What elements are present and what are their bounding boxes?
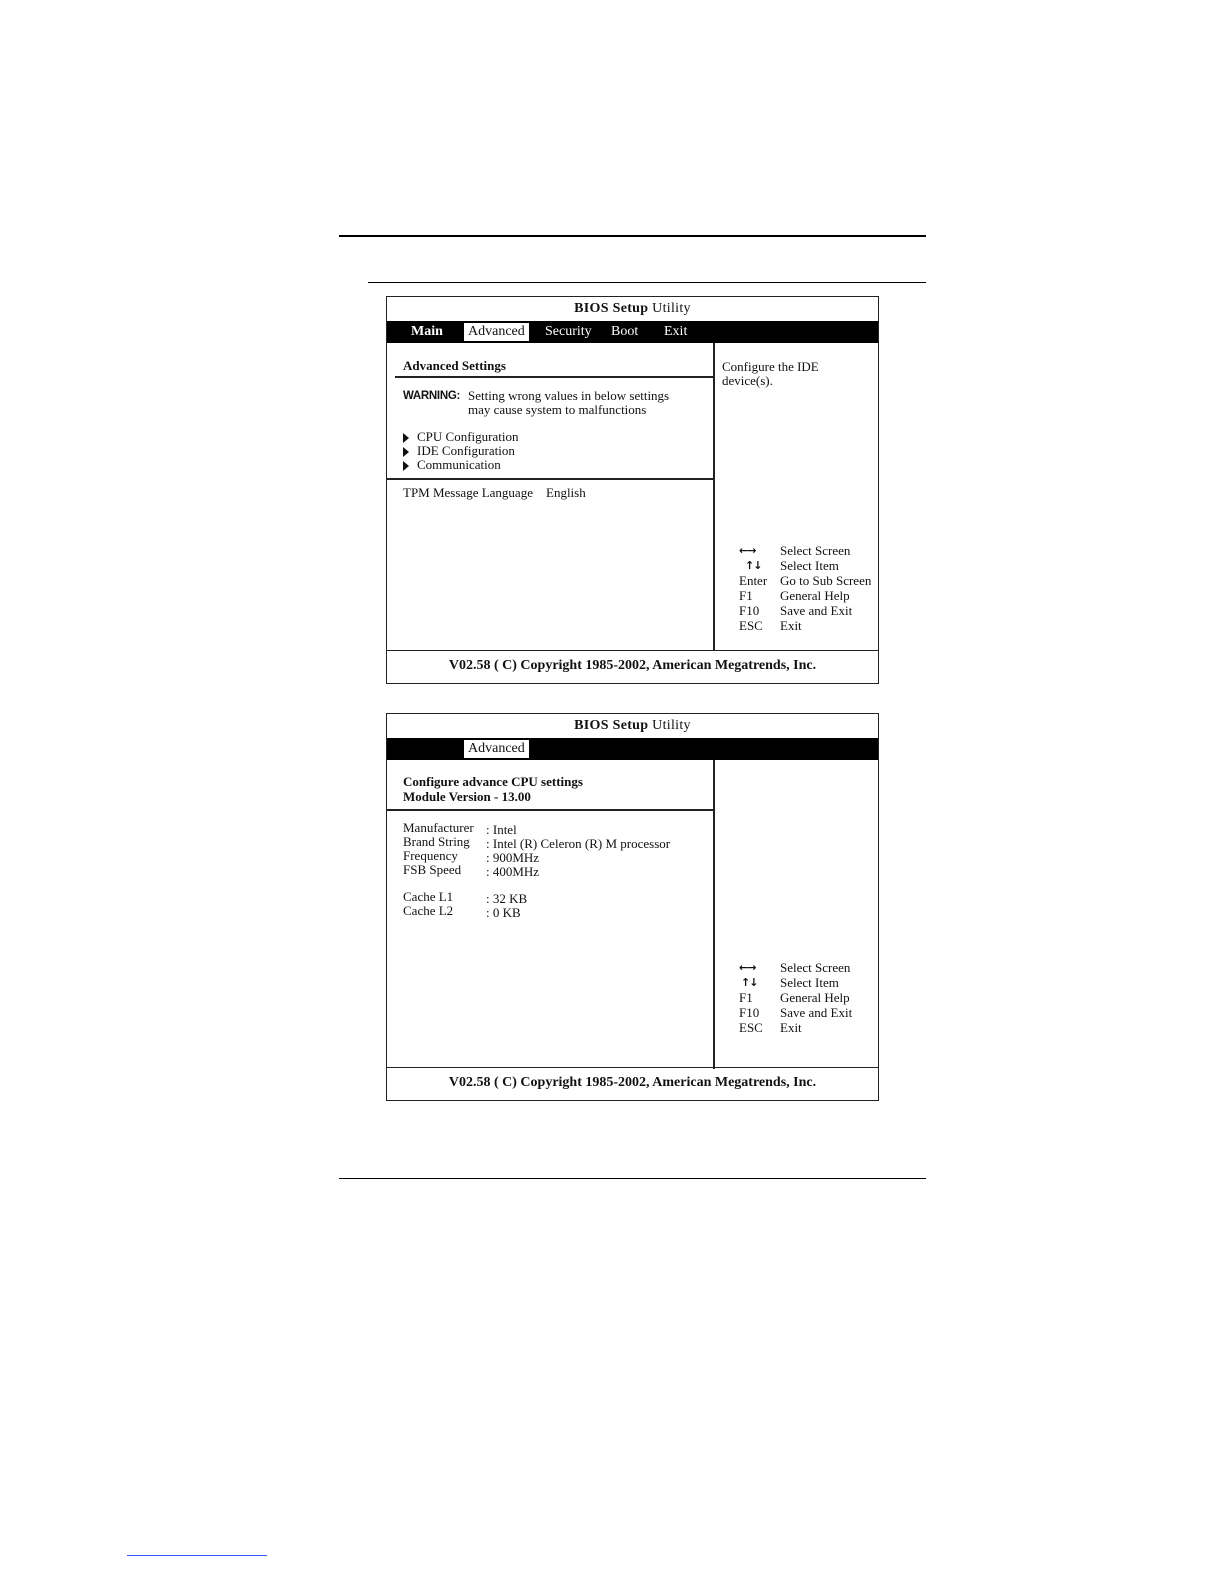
key-desc: Go to Sub Screen (780, 573, 872, 588)
submenu-label: CPU Configuration (417, 429, 519, 444)
key-desc: Select Screen (780, 543, 851, 558)
section-heading: Configure advance CPU settings (403, 774, 583, 789)
bios-title-bold: BIOS Setup (574, 301, 649, 316)
warning-label: WARNING: (403, 390, 461, 402)
info-value: : 32 KB (486, 891, 528, 906)
submenu-label: IDE Configuration (417, 443, 515, 458)
bios-title-rest: Utility (652, 718, 691, 733)
key-desc: Select Item (780, 975, 839, 990)
page-header-rule (339, 235, 926, 237)
key-desc: Save and Exit (780, 603, 853, 618)
key-desc: Exit (780, 1020, 802, 1035)
info-label: FSB Speed (403, 862, 462, 877)
bios-title-bold: BIOS Setup (574, 718, 649, 733)
menu-bar (387, 738, 878, 760)
submenu-arrow-icon (403, 433, 409, 443)
key-desc: General Help (780, 588, 850, 603)
info-value: : 0 KB (486, 905, 521, 920)
info-value: : Intel (R) Celeron (R) M processor (486, 836, 671, 851)
heading-rule (395, 376, 713, 378)
left-right-arrow-icon: ←→ (739, 961, 756, 974)
key-name: F10 (739, 1005, 760, 1020)
pane-divider (713, 760, 715, 1069)
page-footer-rule (339, 1178, 926, 1179)
info-label: Frequency (403, 848, 458, 863)
key-desc: Exit (780, 618, 802, 633)
copyright-bar: V02.58 ( C) Copyright 1985-2002, American Megatrends, Inc. (387, 650, 878, 683)
section-rule (368, 282, 926, 283)
tpm-label: TPM Message Language (403, 485, 533, 500)
key-desc: Save and Exit (780, 1005, 853, 1020)
info-value: : 400MHz (486, 864, 540, 879)
submenu-arrow-icon (403, 447, 409, 457)
key-name: F10 (739, 603, 760, 618)
copyright-bar: V02.58 ( C) Copyright 1985-2002, American Megatrends, Inc. (387, 1067, 878, 1100)
tab-advanced[interactable]: Advanced (464, 740, 529, 758)
info-value: : Intel (486, 822, 517, 837)
key-name: Enter (739, 573, 768, 588)
warning-text-line2: may cause system to malfunctions (468, 402, 647, 417)
submenu-rule (387, 478, 715, 480)
help-text-line2: device(s). (722, 373, 773, 388)
tpm-value: English (546, 485, 586, 500)
bios-screen-cpu-configuration (386, 713, 879, 1101)
warning-text-line1: Setting wrong values in below settings (468, 388, 670, 403)
tab-security[interactable]: Security (545, 324, 592, 339)
key-desc: General Help (780, 990, 850, 1005)
key-desc: Select Screen (780, 960, 851, 975)
submenu-label: Communication (417, 457, 501, 472)
up-down-arrow-icon: ↑↓ (741, 976, 758, 989)
key-desc: Select Item (780, 558, 839, 573)
pane-divider (713, 343, 715, 650)
bios-title-rest: Utility (652, 301, 691, 316)
bios-title (387, 301, 878, 321)
footnote-rule (127, 1555, 267, 1556)
tab-advanced[interactable]: Advanced (464, 323, 529, 341)
info-label: Brand String (403, 834, 470, 849)
tab-exit[interactable]: Exit (664, 324, 688, 339)
bios-screen-advanced (386, 296, 879, 684)
info-label: Cache L1 (403, 889, 454, 904)
info-label: Manufacturer (403, 820, 474, 835)
key-name: F1 (739, 990, 753, 1005)
tab-main[interactable]: Main (411, 324, 443, 339)
tab-boot[interactable]: Boot (611, 324, 639, 339)
help-text-line1: Configure the IDE (722, 359, 819, 374)
heading-rule (387, 809, 713, 811)
key-name: ESC (739, 1020, 763, 1035)
up-down-arrow-icon: ↑↓ (745, 559, 762, 572)
menu-bar (387, 321, 878, 343)
key-name: F1 (739, 588, 753, 603)
left-right-arrow-icon: ←→ (739, 544, 756, 557)
key-name: ESC (739, 618, 763, 633)
info-label: Cache L2 (403, 903, 454, 918)
bios-title (387, 718, 878, 738)
info-value: : 900MHz (486, 850, 540, 865)
module-version: Module Version - 13.00 (403, 789, 531, 804)
submenu-arrow-icon (403, 461, 409, 471)
section-heading: Advanced Settings (403, 358, 506, 373)
